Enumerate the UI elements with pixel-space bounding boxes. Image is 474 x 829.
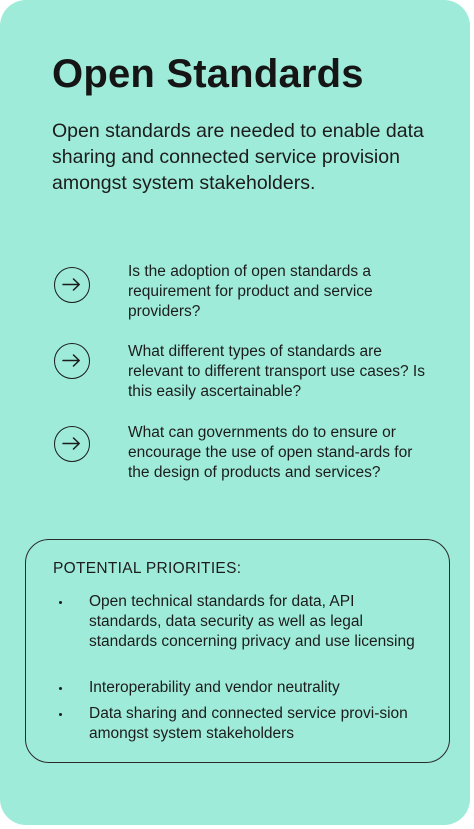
priority-text: Interoperability and vendor neutrality [89, 679, 340, 696]
arrow-right-circle-icon [54, 343, 90, 379]
potential-priorities-box [25, 539, 450, 763]
bullet-icon [59, 601, 62, 604]
question-text: What different types of standards are relevant to different transport use cases? Is this easily ascertainable? [128, 343, 425, 400]
bullet-icon [59, 687, 62, 690]
bullet-icon [59, 713, 62, 716]
priority-text: Data sharing and connected service provi-sion amongst system stakeholders [89, 705, 408, 742]
arrow-right-icon [62, 437, 81, 450]
card-intro: Open standards are needed to enable data sharing and connected service provision amongst system stakeholders. [52, 120, 424, 194]
priorities-heading: POTENTIAL PRIORITIES: [53, 560, 242, 577]
priority-text: Open technical standards for data, API standards, data security as well as legal standards concerning privacy and use licensing [89, 593, 415, 650]
card-title: Open Standards [52, 52, 364, 96]
question-text: Is the adoption of open standards a requirement for product and service providers? [128, 263, 373, 320]
arrow-right-icon [62, 354, 81, 367]
arrow-right-icon [62, 278, 81, 291]
arrow-right-circle-icon [54, 267, 90, 303]
question-text: What can governments do to ensure or encourage the use of open stand-ards for the design of products and services? [128, 424, 413, 481]
arrow-right-circle-icon [54, 426, 90, 462]
